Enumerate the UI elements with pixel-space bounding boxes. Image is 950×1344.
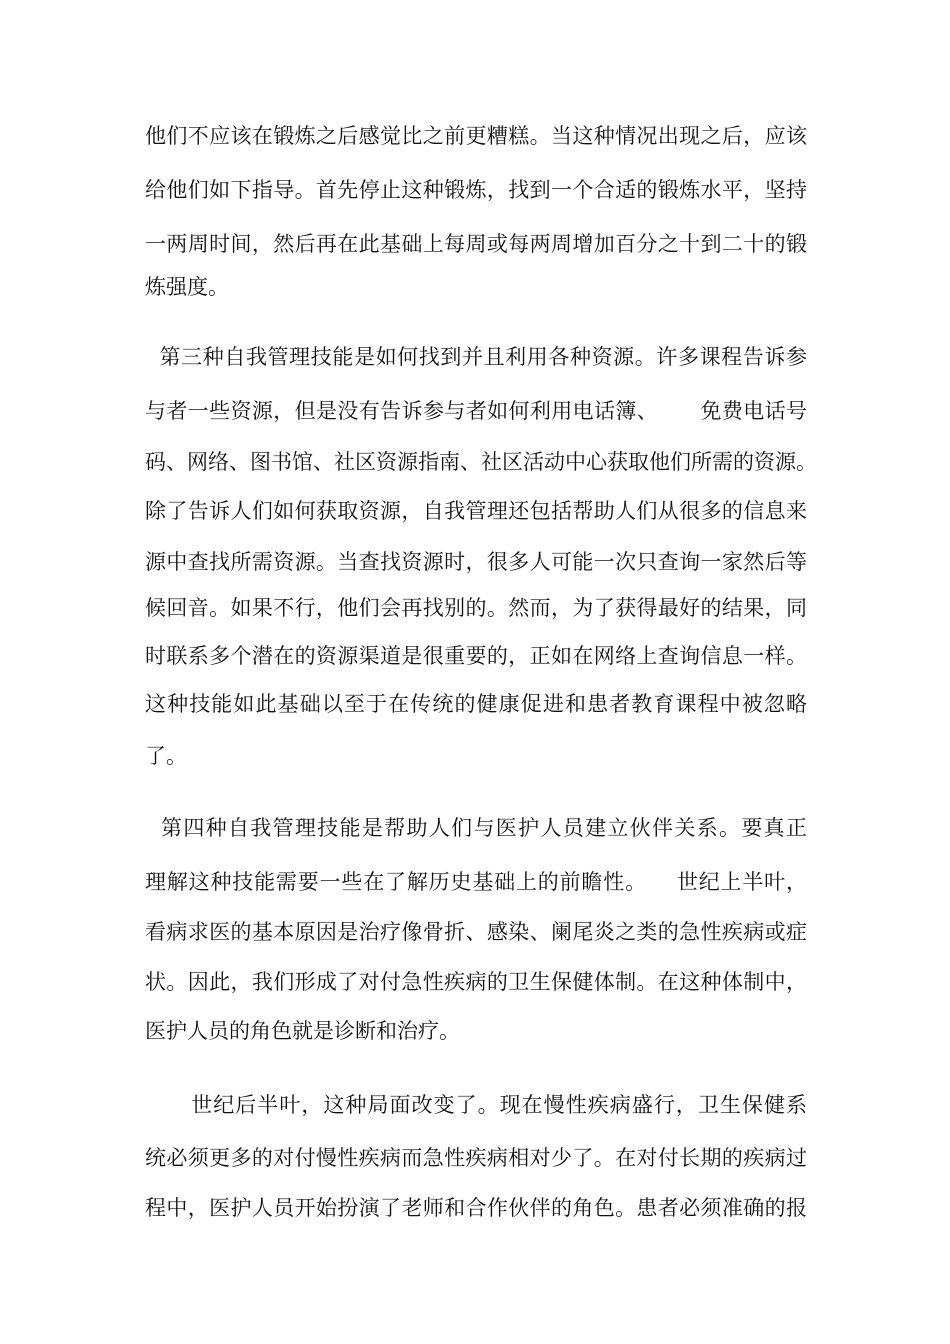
body-text-line: 第三种自我管理技能是如何找到并且利用各种资源。许多课程告诉参 — [145, 345, 807, 369]
body-text-line: 第四种自我管理技能是帮助人们与医护人员建立伙伴关系。要真正 — [145, 816, 807, 840]
body-text-line: 他们不应该在锻炼之后感觉比之前更糟糕。当这种情况出现之后，应该 — [145, 124, 807, 148]
body-text-line: 状。因此，我们形成了对付急性疾病的卫生保健体制。在这种体制中， — [145, 970, 807, 994]
body-text-line: 理解这种技能需要一些在了解历史基础上的前瞻性。 世纪上半叶， — [145, 870, 807, 894]
body-text-line: 除了告诉人们如何获取资源，自我管理还包括帮助人们从很多的信息来 — [145, 499, 807, 523]
body-text-line: 看病求医的基本原因是治疗像骨折、感染、阑尾炎之类的急性疾病或症 — [145, 920, 807, 944]
body-text-line: 程中，医护人员开始扮演了老师和合作伙伴的角色。患者必须准确的报 — [145, 1196, 807, 1220]
body-text-line: 与者一些资源，但是没有告诉参与者如何利用电话簿、 免费电话号 — [145, 399, 807, 423]
body-text-line: 码、网络、图书馆、社区资源指南、社区活动中心获取他们所需的资源。 — [145, 450, 817, 474]
body-text-line: 候回音。如果不行，他们会再找别的。然而，为了获得最好的结果，同 — [145, 596, 807, 620]
body-text-line: 了。 — [145, 744, 187, 768]
body-text-line: 给他们如下指导。首先停止这种锻炼，找到一个合适的锻炼水平，坚持 — [145, 178, 807, 202]
body-text-line: 统必须更多的对付慢性疾病而急性疾病相对少了。在对付长期的疾病过 — [145, 1146, 807, 1170]
body-text-line: 这种技能如此基础以至于在传统的健康促进和患者教育课程中被忽略 — [145, 692, 807, 716]
body-text-line: 时联系多个潜在的资源渠道是很重要的，正如在网络上查询信息一样。 — [145, 644, 807, 668]
body-text-line: 炼强度。 — [145, 275, 229, 299]
body-text-line: 医护人员的角色就是诊断和治疗。 — [145, 1019, 460, 1043]
body-text-line: 源中查找所需资源。当查找资源时，很多人可能一次只查询一家然后等 — [145, 550, 807, 574]
body-text-line: 一两周时间，然后再在此基础上每周或每两周增加百分之十到二十的锻 — [145, 232, 807, 256]
body-text-line: 世纪后半叶，这种局面改变了。现在慢性疾病盛行，卫生保健系 — [145, 1093, 807, 1117]
